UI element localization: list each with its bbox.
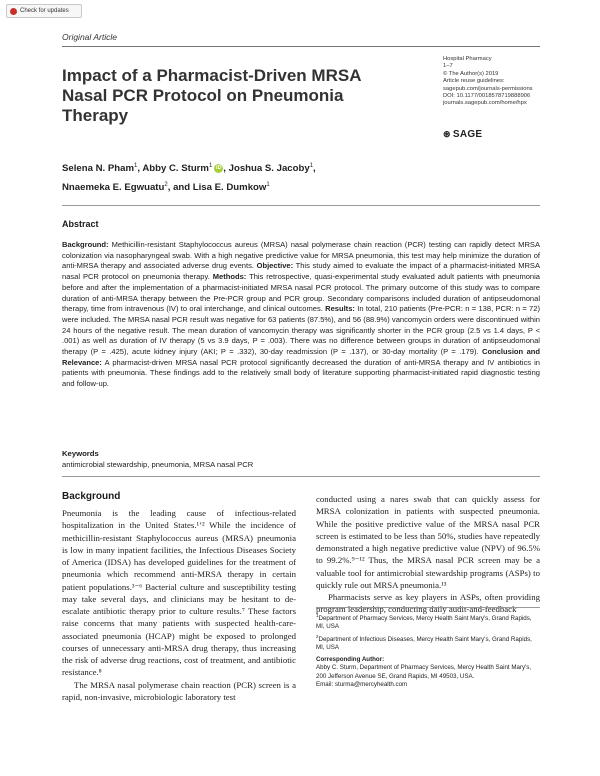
- body-paragraph: Pneumonia is the leading cause of infectious-related hospitalization in the United States.¹ʼ² While the incidence of methicillin-resistant Staphylococcus aureus (MRSA) pneumonia is low in many inpatient facilities, the Infectious Diseases Society of America (IDSA) has developed guidelines for the treatment of pneumonia which recommend anti-MRSA therapy in certain patient populations.³⁻⁶ Bacterial culture and susceptibility testing may take several days, and clinicians may be hesitant to de-escalate antibiotic therapy prior to culture results.⁷ These factors raise concerns that many patients with suspected health-care-associated pneumonia (HCAP) might be exposed to prolonged courses of unnecessary anti-MRSA drug therapy, thus increasing the risk of adverse drug reactions, cost of treatment, and antibiotic resistance.⁸: [62, 508, 296, 678]
- journal-info: [443, 56, 563, 108]
- sage-logo: ⊛ SAGE: [443, 129, 483, 140]
- body-paragraph: conducted using a nares swab that can quickly assess for MRSA colonization in patients with suspected pneumonia. While the positive predictive value of the MRSA nasal PCR screen is estimated to be less than 50%, studies have repeatedly demonstrated a high negative predictive value (NPV) of 96.5% to 99.2%.⁹⁻¹² Thus, the MRSA nasal PCR screen may be a valuable tool for antimicrobial stewardship programs (ASPs) to quickly rule out MRSA pneumonia.¹³: [316, 494, 540, 590]
- author-name: Abby C. Sturm: [142, 163, 209, 175]
- journal-name: Hospital Pharmacy: [443, 56, 492, 62]
- author-list: Selena N. Pham$^1$, Abby C. Sturm$^1$ iD , Joshua S. Jacoby$^1$, Nnaemeka E. Egwuatu$^2$, and Lisa E. Dumkow$^1$: [62, 163, 316, 194]
- badge-label: Check for updates: [20, 8, 69, 14]
- abstract-section-label: Background:: [62, 240, 109, 249]
- sage-logo-icon: ⊛: [443, 129, 451, 139]
- header-rule: [62, 46, 540, 47]
- page-range: 1–7: [443, 63, 453, 70]
- abstract-section-text: In total, 210 patients (Pre-PCR: n = 138, PCR: n = 72) were included. The MRSA nasal PCR result was negative for 63 patients (87.5%), and 56 (88.9%) vancomycin orders were discontinued within 24 hours of the negative result. The mean duration of vancomycin therapy was significantly shorter in the PCR group (2.5 vs 1.4 days, P < .001) as well as duration of IV therapy (5 vs 3.9 days, P = .003). There was no difference between groups in duration of antipseudomonal therapy (P = .425), acute kidney injury (AKI; P = .332), 30-day readmission (P = .137), or 30-day mortality (P = .179).: [62, 304, 540, 357]
- affiliation: $^1$Department of Pharmacy Services, Mercy Health Saint Mary's, Grand Rapids, MI, USA: [316, 612, 532, 631]
- author-name: and Lisa E. Dumkow: [173, 182, 267, 194]
- section-heading-background: Background: [62, 491, 121, 502]
- abstract-heading: Abstract: [62, 219, 99, 229]
- corresponding-email[interactable]: Email: sturma@mercyhealth.com: [316, 681, 408, 689]
- corresponding-author-text: Abby C. Sturm, Department of Pharmacy Services, Mercy Health Saint Mary's, 200 Jefferson Avenue SE, Grand Rapids, MI 49503, USA.: [316, 664, 532, 680]
- keywords-text: antimicrobial stewardship, pneumonia, MRSA nasal PCR: [62, 460, 254, 469]
- abstract-section-text: This retrospective, quasi-experimental study evaluated adult patients with pneumonia before and after the implementation of a pharmacist-initiated MRSA nasal PCR protocol. The primary outcome of this study was to compare duration of anti-MRSA therapy between the Pre-PCR group and PCR group. Secondary comparisons included duration of antipseudomonal therapy, time from intravenous (IV) to oral interchange, and clinical outcomes.: [62, 272, 540, 314]
- orcid-icon[interactable]: iD: [216, 165, 222, 172]
- footnotes: [316, 612, 540, 689]
- abstract-section-label: Conclusion and Relevance:: [62, 347, 540, 367]
- permissions-link[interactable]: sagepub.com/journals-permissions: [443, 85, 533, 92]
- footnote-rule: [316, 607, 540, 608]
- corresponding-author-heading: Corresponding Author:: [316, 656, 385, 664]
- article-title: Impact of a Pharmacist-Driven MRSA Nasal PCR Protocol on Pneumonia Therapy: [62, 66, 361, 125]
- body-paragraph: The MRSA nasal polymerase chain reaction (PCR) screen is a rapid, non-invasive, microbiologic laboratory test: [62, 679, 296, 702]
- reuse-label: Article reuse guidelines:: [443, 78, 505, 85]
- keywords-heading: Keywords: [62, 449, 99, 458]
- article-type: Original Article: [62, 32, 117, 42]
- abstract-section-text: This study aimed to evaluate the impact of a pharmacist-initiated MRSA nasal PCR protocol on pneumonia therapy.: [62, 261, 540, 282]
- abstract-section-text: Methicillin-resistant Staphylococcus aureus (MRSA) nasal polymerase chain reaction (PCR) testing can rapidly detect MRSA colonization via nasopharyngeal swab. With a high negative predictive value for MRSA pneumonia, this test may help minimize the duration of anti-MRSA therapy and associated adverse drug events.: [62, 240, 540, 271]
- abstract-section-label: Results:: [325, 304, 355, 314]
- abstract-body: [62, 240, 540, 390]
- abstract-top-rule: [62, 205, 540, 206]
- journal-home-link[interactable]: journals.sagepub.com/home/hpx: [443, 100, 527, 107]
- author-name: Joshua S. Jacoby: [228, 163, 310, 175]
- copyright: © The Author(s) 2019: [443, 70, 499, 77]
- abstract-section-label: Objective:: [256, 261, 294, 271]
- update-icon: [10, 8, 17, 15]
- abstract-section-label: Methods:: [212, 272, 247, 282]
- abstract-bottom-rule: [62, 476, 540, 477]
- check-for-updates-badge[interactable]: [6, 4, 82, 18]
- body-paragraph: Pharmacists serve as key players in ASPs, often providing program leadership, conducting daily audit-and-feedback: [316, 592, 540, 615]
- affiliation: $^2$Department of Infectious Diseases, Mercy Health Saint Mary's, Grand Rapids, MI, USA: [316, 633, 532, 651]
- body-column-right: [316, 493, 540, 616]
- author-name: Selena N. Pham: [62, 163, 134, 175]
- author-name: Nnaemeka E. Egwuatu: [62, 182, 165, 194]
- body-column-left: [62, 507, 296, 703]
- abstract-section-text: A pharmacist-driven MRSA nasal PCR protocol significantly decreased the duration of anti-MRSA therapy and IV antibiotics in patients with pneumonia. These findings add to the relatively small body of literature supporting pharmacist-initiated rapid diagnostic testing and follow-up.: [62, 357, 541, 389]
- doi[interactable]: DOI: 10.1177/0018578719888906: [443, 93, 531, 100]
